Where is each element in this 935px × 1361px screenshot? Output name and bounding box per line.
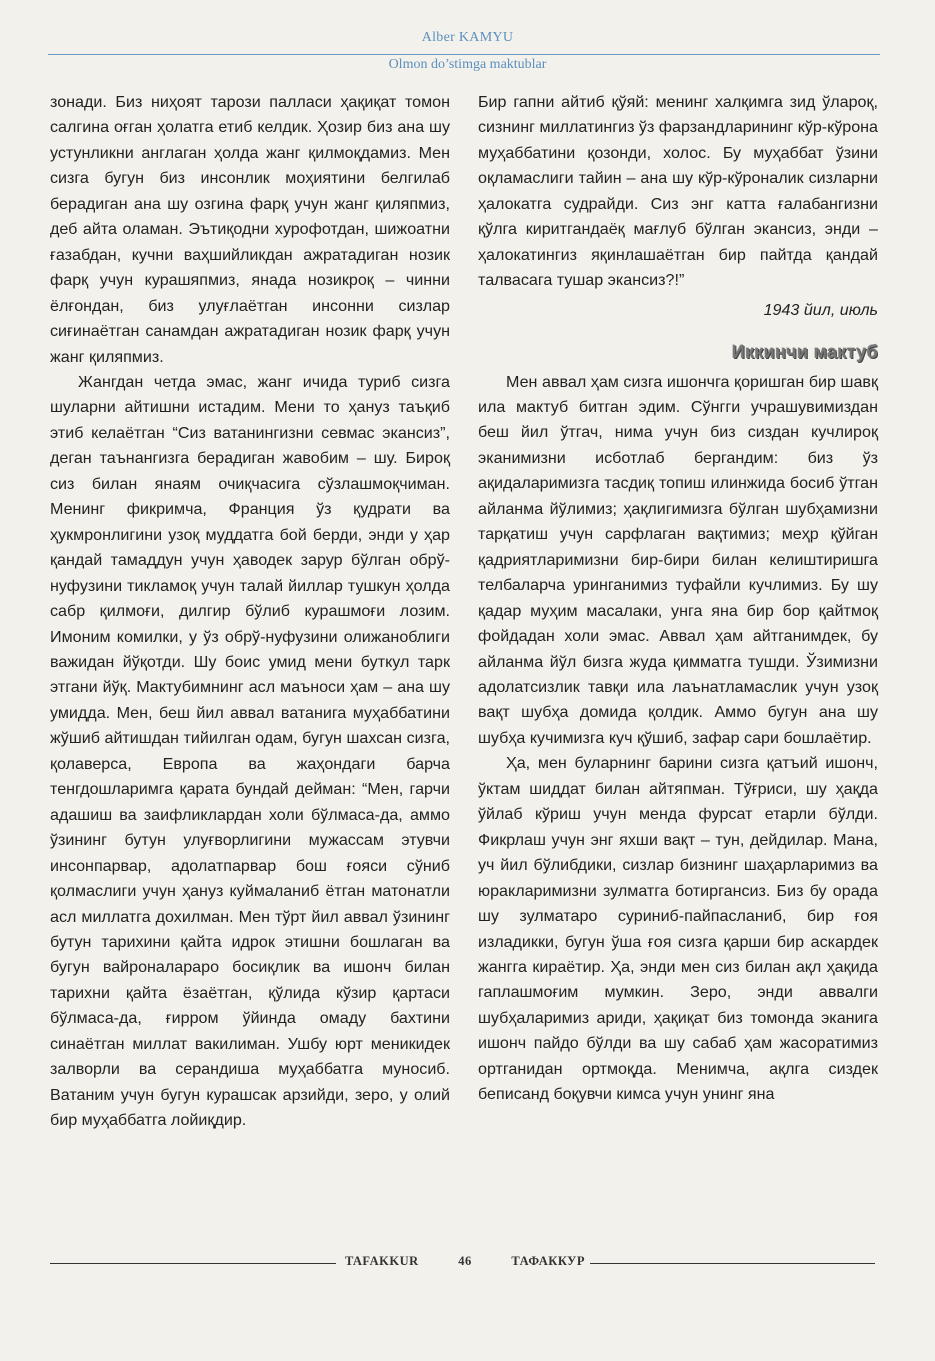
left-column	[50, 90, 450, 1134]
footer-text	[345, 1254, 585, 1269]
running-header	[0, 30, 935, 73]
body-paragraph: Мен аввал ҳам сизга ишончга қоришган бир шавқ ила мактуб битган эдим. Сўнгги учрашувимиздан беш йил ўтгач, нима учун биз сиздан кучлироқ эканимизни исботлаб бергандим: биз ўз ақидаларимизга тасдиқ топиш илинжида босиб ўтган айланма йўлимиз; ҳақлигимизга бўлган шубҳамизни тарқатиш учун сарфлаган вақтимиз; меҳр қўйган қадриятларимизни бир-бири билан келиштиришга телбаларча уринганимиз туфайли кучлимиз. Бу шу қадар муҳим масалаки, унга яна бир бор қайтмоқ фойдадан холи эмас. Аввал ҳам айтганимдек, бу айланма йўл бизга жуда қимматга тушди. Ўзимизни адолатсизлик тавқи ила лаънатламаслик учун узоқ вақт шубҳа домида қолдик. Аммо бугун ана шу шубҳа кучимизга куч қўшиб, зафар сари бошлаётир.	[478, 372, 878, 747]
section-heading: Иккинчи мактуб	[731, 342, 878, 363]
running-header-subtitle: Olmon do’stimga maktublar	[388, 57, 547, 72]
footer-journal-latin: TAFAKKUR	[345, 1254, 419, 1268]
page-number: 46	[458, 1254, 472, 1268]
right-column	[478, 90, 878, 1108]
page-footer	[0, 1254, 935, 1274]
body-paragraph: Ҳа, мен буларнинг барини сизга қатъий ишонч, ўктам шиддат билан айтяпман. Тўғриси, шу ҳақда ўйлаб кўриш учун менда фурсат етарли бўлди. Фикрлаш учун энг яхши вақт – тун, дейдилар. Мана, уч йил бўлибдики, сизлар бизнинг шаҳарларимиз ва юракларимизни зулматга ботиргансиз. Биз бу орада шу зулматаро суриниб-пайпасланиб, бир ғоя изладикки, бугун ўша ғоя сизга қарши бир аскардек жангга кираётир. Ҳа, энди мен сиз билан ақл ҳақида гаплашмоғим мумкин. Зеро, энди аввалги шубҳаларимиз ариди, ҳақиқат биз томонда эканига ишонч пайдо бўлди ва шу сабаб ҳам жасоратимиз ортганидан ортмоқда. Менимча, ақлга сиздек беписанд боқувчи кимса учун унинг яна	[478, 754, 878, 1104]
body-paragraph: Бир гапни айтиб қўяй: менинг халқимга зид ўлароқ, сизнинг миллатингиз ўз фарзандларининг кўр-кўрона муҳаббатини қозонди, холос. Бу муҳаббат ўзини оқламаслиги тайин – ана шу кўр-кўроналик сизларни ҳалокатга судрайди. Сиз энг катта ғалабангизни қўлга киритгандаёқ мағлуб бўлган экансиз, энди – ҳалокатингиз яқинлашаётган бир пайтда қандай талвасага тушар экансиз?!”	[478, 93, 878, 290]
footer-rule-right	[590, 1263, 875, 1264]
header-rule	[48, 54, 880, 55]
letter-date: 1943 йил, июль	[763, 300, 878, 319]
body-paragraph: Жангдан четда эмас, жанг ичида туриб сизга шуларни айтишни истадим. Мени то ҳануз таъқиб этиб келаётган “Сиз ватанингизни севмас экансиз”, деган таънангизга берадиган жавобим – шу. Бироқ сиз билан янаям очиқчасига сўзлашмоқчиман. Менинг фикримча, Франция ўз қудрати ва ҳукмронлигини узоқ муддатга бой берди, энди у ҳар қандай тамаддун учун ҳаводек зарур бўлган обрў-нуфузини тикламоқ учун талай йиллар тушкун ҳолда сабр қилмоғи, дилгир бўлиб курашмоғи лозим. Имоним комилки, у ўз обрў-нуфузини олижанoблиги важидан йўқотди. Шу боис умид мени буткул тарк этгани йўқ. Мактубимнинг асл маъноси ҳам – ана шу умидда. Мен, беш йил аввал ватанига муҳаббатини жўшиб айтишдан тийилган одам, бугун шахсан сизга, қолаверса, Европа ва жаҳондаги барча тенгдошларимга қарата бундай дейман: “Мен, гарчи адашиш ва заифликлардан холи бўлмаса-да, аммо ўзининг бутун улуғворлигини мужассам этувчи инсонпарвар, адолатпарвар бош ғояси сўниб қолмаслиги учун ҳануз куймаланиб ётган матонатли асл миллатга дохилман. Мен тўрт йил аввал ўзининг бутун тарихини қайта идрок этишни бошлаган ва бугун вайроналараро босиқлик ва ишонч билан тарихни қайта ёзаётган, қўлида кўзир қартаси бўлмаса-да, ғирром ўйинда омаду бахтини синаётган миллат вакилиман. Ушбу юрт меникидек залворли ва серандиша муҳаббатга муносиб. Ватаним учун бугун курашсак арзийди, зеро, у олий бир муҳаббатга лойиқдир.	[50, 372, 450, 1130]
footer-journal-cyrillic: ТАФАККУР	[511, 1254, 585, 1268]
running-header-author: Alber KAMYU	[421, 30, 514, 45]
footer-rule-left	[50, 1263, 336, 1264]
body-paragraph: зонади. Биз ниҳоят тарози палласи ҳақиқат томон салгина оғган ҳолатга етиб келдик. Ҳозир биз ана шу устунликни англаган ҳолда жанг қилмоқдамиз. Мен сизга бугун биз инсонлик моҳиятини белгилаб берадиган ана шу озгина фарқ учун жанг қиляпмиз, деб айта оламан. Эътиқодни хурофотдан, шижоатни ғазабдан, кучни ваҳшийликдан ажратадиган нозик фарқ учун курашяпмиз, янада нозикроқ – чинни ёлғондан, биз улуғлаётган инсонни сизлар сиғинаётган санамдан ажратадиган нозик фарқ учун жанг қиляпмиз.	[50, 93, 450, 366]
